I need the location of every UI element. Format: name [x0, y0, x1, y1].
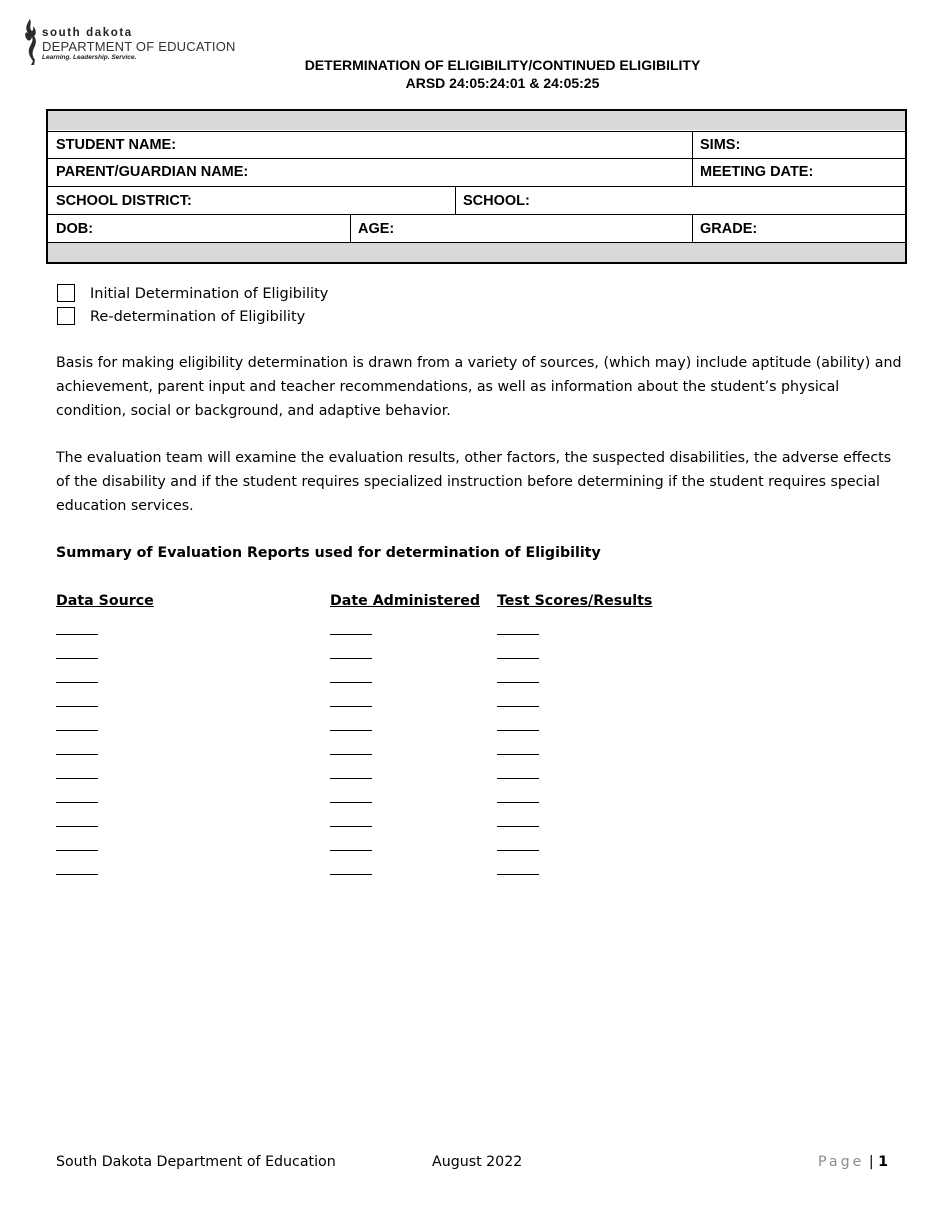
- logo-line-1: south dakota: [42, 27, 133, 39]
- student-info-table: [46, 109, 907, 264]
- school-district-field[interactable]: SCHOOL DISTRICT:: [56, 193, 192, 209]
- redetermination-checkbox[interactable]: [57, 307, 75, 325]
- data-source-entry-line[interactable]: [56, 634, 98, 635]
- table-header-band: [48, 111, 905, 130]
- table-divider: [350, 214, 351, 242]
- footer-date: August 2022: [432, 1154, 523, 1170]
- redetermination-label: Re-determination of Eligibility: [90, 309, 306, 325]
- data-source-entry-line[interactable]: [56, 778, 98, 779]
- page-word: Page: [818, 1154, 865, 1170]
- initial-determination-label: Initial Determination of Eligibility: [90, 286, 329, 302]
- table-divider: [692, 131, 693, 186]
- test-scores-entry-line[interactable]: [497, 730, 539, 731]
- data-source-entry-line[interactable]: [56, 754, 98, 755]
- evaluation-team-paragraph: The evaluation team will examine the evaluation results, other factors, the suspected disabilities, the adverse effects of the disability and if the student requires specialized instruction before determining if the student requires special education services.: [56, 450, 892, 514]
- data-source-entry-line[interactable]: [56, 874, 98, 875]
- data-source-entry-line[interactable]: [56, 682, 98, 683]
- basis-paragraph: Basis for making eligibility determination is drawn from a variety of sources, (which may) include aptitude (ability) and achievement, parent input and teacher recommendations, as well as information about the student’s physical condition, social or background, and adaptive behavior.: [56, 355, 902, 419]
- date-administered-entry-line[interactable]: [330, 778, 372, 779]
- data-source-entry-line[interactable]: [56, 826, 98, 827]
- table-footer-band: [48, 243, 905, 262]
- table-divider: [455, 186, 456, 214]
- table-divider: [48, 186, 905, 187]
- test-scores-entry-line[interactable]: [497, 778, 539, 779]
- column-header-date-administered: Date Administered: [330, 593, 481, 609]
- test-scores-entry-line[interactable]: [497, 634, 539, 635]
- table-divider: [692, 214, 693, 242]
- data-source-entry-line[interactable]: [56, 730, 98, 731]
- date-administered-entry-line[interactable]: [330, 682, 372, 683]
- date-administered-entry-line[interactable]: [330, 826, 372, 827]
- sims-field[interactable]: SIMS:: [700, 137, 741, 153]
- sd-doe-logo: [22, 17, 237, 67]
- table-divider: [48, 131, 905, 132]
- test-scores-entry-line[interactable]: [497, 802, 539, 803]
- age-field[interactable]: AGE:: [358, 221, 395, 237]
- page-separator: |: [868, 1154, 874, 1170]
- footer-organization: South Dakota Department of Education: [56, 1154, 336, 1170]
- data-source-entry-line[interactable]: [56, 802, 98, 803]
- date-administered-entry-line[interactable]: [330, 874, 372, 875]
- column-header-test-scores: Test Scores/Results: [497, 593, 653, 609]
- initial-determination-checkbox[interactable]: [57, 284, 75, 302]
- date-administered-entry-line[interactable]: [330, 706, 372, 707]
- data-source-entry-line[interactable]: [56, 706, 98, 707]
- test-scores-entry-line[interactable]: [497, 850, 539, 851]
- test-scores-entry-line[interactable]: [497, 706, 539, 707]
- meeting-date-field[interactable]: MEETING DATE:: [700, 164, 814, 180]
- dob-field[interactable]: DOB:: [56, 221, 94, 237]
- logo-line-2: DEPARTMENT OF EDUCATION: [42, 39, 236, 54]
- student-name-field[interactable]: STUDENT NAME:: [56, 137, 177, 153]
- test-scores-entry-line[interactable]: [497, 658, 539, 659]
- test-scores-entry-line[interactable]: [497, 826, 539, 827]
- document-title: DETERMINATION OF ELIGIBILITY/CONTINUED ELIGIBILITY: [304, 57, 701, 73]
- data-source-entry-line[interactable]: [56, 658, 98, 659]
- date-administered-entry-line[interactable]: [330, 658, 372, 659]
- parent-guardian-name-field[interactable]: PARENT/GUARDIAN NAME:: [56, 164, 249, 180]
- document-subtitle: ARSD 24:05:24:01 & 24:05:25: [405, 75, 600, 91]
- column-header-data-source: Data Source: [56, 593, 154, 609]
- date-administered-entry-line[interactable]: [330, 754, 372, 755]
- logo-tagline: Learning. Leadership. Service.: [42, 54, 137, 61]
- test-scores-entry-line[interactable]: [497, 874, 539, 875]
- date-administered-entry-line[interactable]: [330, 850, 372, 851]
- test-scores-entry-line[interactable]: [497, 754, 539, 755]
- table-divider: [48, 214, 905, 215]
- summary-heading: Summary of Evaluation Reports used for determination of Eligibility: [56, 545, 601, 561]
- date-administered-entry-line[interactable]: [330, 802, 372, 803]
- grade-field[interactable]: GRADE:: [700, 221, 758, 237]
- date-administered-entry-line[interactable]: [330, 730, 372, 731]
- table-divider: [48, 158, 905, 159]
- page-number: 1: [878, 1154, 889, 1170]
- test-scores-entry-line[interactable]: [497, 682, 539, 683]
- flame-torch-icon: [22, 17, 42, 67]
- footer-page-indicator: [818, 1152, 888, 1172]
- data-source-entry-line[interactable]: [56, 850, 98, 851]
- date-administered-entry-line[interactable]: [330, 634, 372, 635]
- school-field[interactable]: SCHOOL:: [463, 193, 530, 209]
